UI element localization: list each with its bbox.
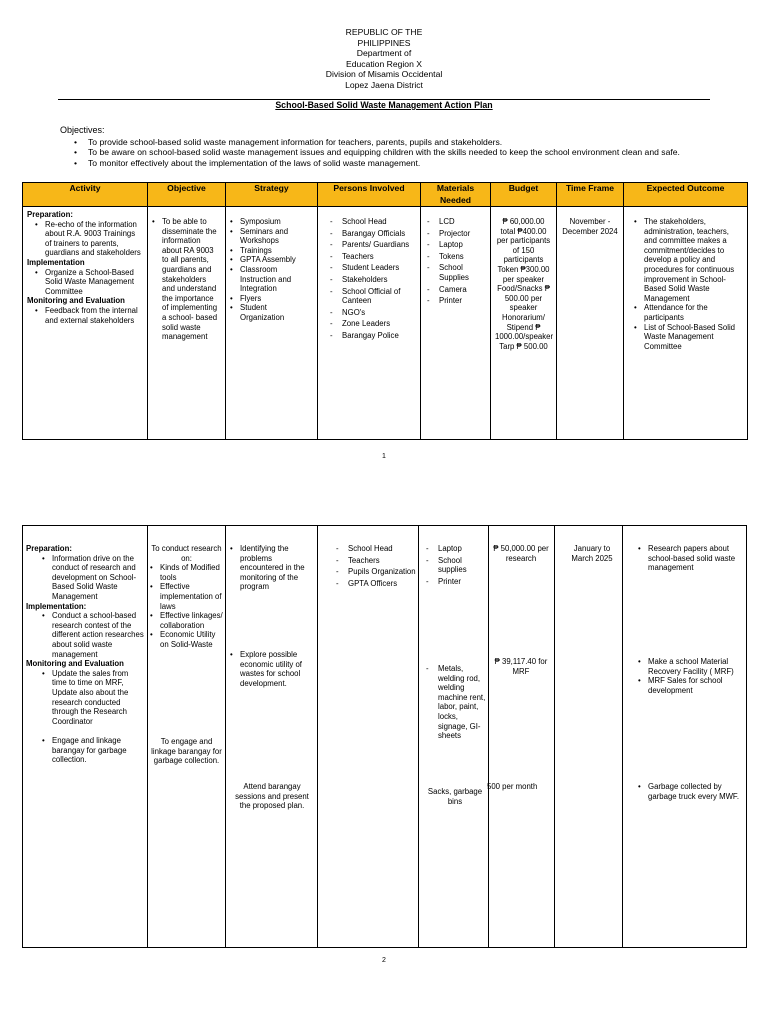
objective-item: • Kinds of Modified tools	[150, 563, 223, 582]
outcome-item: • Research papers about school-based solid waste management	[638, 544, 742, 573]
materials-cell-2	[424, 664, 486, 743]
outcome-item: • MRF Sales for school development	[638, 676, 742, 695]
header-materials-needed: Materials Needed	[421, 183, 491, 207]
objective-item: • To monitor effectively about the implementation of the laws of solid waste management.	[74, 158, 684, 168]
letterhead	[0, 27, 768, 91]
header-line: Division of Misamis Occidental	[325, 69, 443, 80]
outcome-item: • List of School-Based Solid Waste Management Committee	[634, 323, 743, 352]
objective-cell	[148, 207, 226, 440]
material-item: - Tokens	[425, 252, 486, 262]
objective-text: • To be able to disseminate the information about RA 9003 to all parents, guardians and stakeholders and understand the importance of implementing a school- based solid waste management	[152, 217, 221, 342]
table-header-row	[23, 183, 748, 207]
header-persons-involved: Persons Involved	[318, 183, 421, 207]
document-title: School-Based Solid Waste Management Action Plan	[275, 100, 493, 110]
page-number: 2	[382, 957, 386, 964]
strategy-item: • Identifying the problems encountered in the monitoring of the program	[230, 544, 314, 592]
strategy-cell	[230, 544, 314, 592]
budget-item: Token ₱300.00 per speaker	[497, 264, 550, 284]
preparation-label: Preparation:	[27, 210, 73, 219]
person-item: - NGO's	[328, 308, 416, 318]
outcome-item: • Garbage collected by garbage truck every MWF.	[638, 782, 742, 801]
header-time-frame: Time Frame	[557, 183, 624, 207]
budget-item: ₱ 60,000.00 total ₱400.00 per participants of 150 participants	[496, 217, 551, 265]
header-line: Education Region X	[346, 58, 422, 69]
objectives-label: Objectives:	[60, 125, 105, 135]
budget-item: Food/Snacks ₱ 500.00 per speaker	[497, 284, 550, 313]
monitoring-item: • Engage and linkage barangay for garbage collection.	[42, 736, 144, 765]
persons-cell	[318, 207, 421, 440]
activity-cell	[26, 544, 144, 765]
strategy-cell-2	[230, 650, 314, 688]
material-item: - Camera	[425, 285, 486, 295]
objective-item: • Economic Utility on Solid-Waste	[150, 630, 223, 649]
objective-item: • Effective implementation of laws	[150, 582, 223, 611]
persons-cell	[334, 544, 416, 590]
person-item: - School Official of Canteen	[328, 287, 416, 306]
person-item: - Stakeholders	[328, 275, 416, 285]
material-item: - School supplies	[424, 556, 486, 575]
time-frame-text: January to March 2025	[571, 544, 613, 563]
strategy-item: • Student Organization	[230, 303, 313, 322]
person-item: - Teachers	[328, 252, 416, 262]
objective-second: To engage and linkage barangay for garbage collection.	[151, 737, 222, 766]
header-objective: Objective	[148, 183, 226, 207]
objective-item: • To provide school-based solid waste management information for teachers, parents, pupils and stakeholders.	[74, 137, 684, 147]
objectives-list	[74, 137, 684, 168]
header-line: Department of	[356, 48, 412, 59]
implementation-item: • Conduct a school-based research contest of the different action researches about solid waste management	[42, 611, 144, 659]
header-strategy: Strategy	[226, 183, 318, 207]
preparation-item: • Information drive on the conduct of research and development on School-Based Solid Waste Management	[42, 554, 144, 602]
objective-item: • To be aware on school-based solid waste management issues and equipping children with the skills needed to keep the school environment clean and safe.	[74, 147, 684, 157]
strategy-cell	[226, 207, 318, 440]
material-item: - School Supplies	[425, 263, 486, 282]
material-item: - Laptop	[424, 544, 486, 554]
person-item: - School Head	[328, 217, 416, 227]
objective-intro: To conduct research on:	[151, 544, 222, 563]
outcome-cell-3	[638, 782, 742, 801]
header-line: PHILIPPINES	[357, 37, 411, 48]
monitoring-label: Monitoring and Evaluation	[27, 296, 125, 306]
budget-cell	[491, 207, 557, 440]
table-row	[23, 207, 748, 440]
budget-item: Honorarium/ Stipend ₱ 1000.00/speaker	[495, 312, 554, 342]
header-expected-outcome: Expected Outcome	[624, 183, 748, 207]
page-number: 1	[382, 453, 386, 460]
action-plan-table-page-1	[22, 182, 748, 440]
strategy-item: • Explore possible economic utility of wastes for school development.	[230, 650, 314, 688]
person-item: - Pupils Organization	[334, 567, 416, 577]
person-item: - School Head	[334, 544, 416, 554]
material-item: - Printer	[425, 296, 486, 306]
person-item: - Parents/ Guardians	[328, 240, 416, 250]
outcome-item: • Make a school Material Recovery Facility ( MRF)	[638, 657, 742, 676]
budget-item: ₱ 50,000.00 per research	[493, 544, 549, 563]
strategy-item: • Symposium	[230, 217, 313, 227]
materials-cell	[424, 544, 486, 588]
header-line: REPUBLIC OF THE	[345, 27, 423, 37]
implementation-label: Implementation	[27, 257, 85, 267]
person-item: - GPTA Officers	[334, 579, 416, 589]
objective-item: • Effective linkages/ collaboration	[150, 611, 223, 630]
outcome-cell	[638, 544, 742, 573]
preparation-item: • Re-echo of the information about R.A. 9003 Trainings of trainers to parents, guardians and stakeholders	[35, 220, 143, 258]
person-item: - Zone Leaders	[328, 319, 416, 329]
preparation-label: Preparation:	[26, 544, 72, 553]
person-item: - Barangay Officials	[328, 229, 416, 239]
material-item: - Metals, welding rod, welding machine rent, labor, paint, locks, signage, GI-sheets	[424, 664, 486, 741]
monitoring-item: • Update the sales from time to time on MRF, Update also about the research conducted through the Research Coordinator	[42, 669, 144, 727]
materials-plain: Sacks, garbage bins	[427, 787, 483, 806]
implementation-item: • Organize a School-Based Solid Waste Management Committee	[35, 268, 143, 297]
time-frame-cell	[557, 207, 624, 440]
implementation-label: Implementation:	[26, 601, 87, 611]
header-line: Lopez Jaena District	[345, 79, 423, 90]
strategy-item: • Seminars and Workshops	[230, 227, 313, 246]
material-item: - Printer	[424, 577, 486, 587]
objective-cell	[150, 544, 223, 650]
person-item: - Teachers	[334, 556, 416, 566]
budget-item: 500 per month	[487, 782, 538, 791]
strategy-item: • Classroom Instruction and Integration	[230, 265, 313, 294]
outcome-cell	[624, 207, 748, 440]
header-activity: Activity	[23, 183, 148, 207]
budget-item: ₱ 39,117.40 for MRF	[494, 657, 548, 676]
strategy-item: • Flyers	[230, 294, 313, 304]
material-item: - LCD	[425, 217, 486, 227]
monitoring-item: • Feedback from the internal and external stakeholders	[35, 306, 143, 325]
outcome-cell-2	[638, 657, 742, 695]
strategy-plain: Attend barangay sessions and present the proposed plan.	[235, 782, 309, 811]
material-item: - Projector	[425, 229, 486, 239]
action-plan-table-page-2	[22, 525, 747, 948]
activity-cell	[23, 207, 148, 440]
monitoring-label: Monitoring and Evaluation	[26, 659, 124, 669]
person-item: - Student Leaders	[328, 263, 416, 273]
outcome-item: • The stakeholders, administration, teachers, and committee makes a commitment/decides to develop a policy and procedures for continuous improvement in School-Based Solid Waste Management	[634, 217, 743, 303]
outcome-item: • Attendance for the participants	[634, 303, 743, 322]
time-frame-text: November - December 2024	[562, 217, 618, 236]
strategy-item: • Trainings	[230, 246, 313, 256]
strategy-item: • GPTA Assembly	[230, 255, 313, 265]
header-budget: Budget	[491, 183, 557, 207]
materials-cell	[421, 207, 491, 440]
budget-item: Tarp ₱ 500.00	[499, 341, 548, 351]
person-item: - Barangay Police	[328, 331, 416, 341]
material-item: - Laptop	[425, 240, 486, 250]
